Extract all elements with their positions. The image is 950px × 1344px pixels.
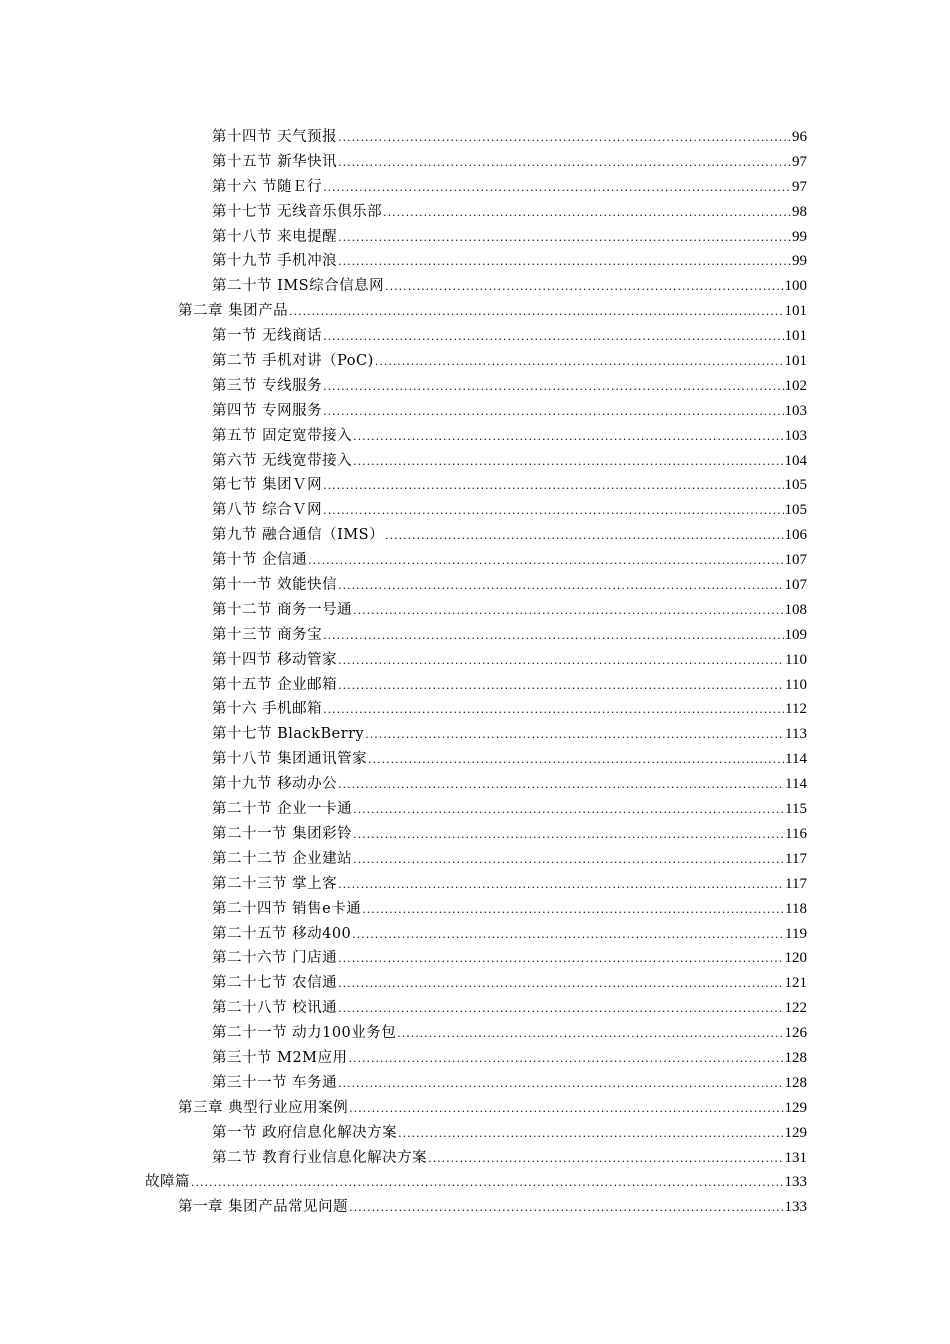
- toc-entry-line: [212, 598, 807, 624]
- toc-entry-title: 第十八节 集团通讯管家: [212, 751, 368, 768]
- toc-entry-line: [178, 1096, 807, 1122]
- toc-entry[interactable]: [212, 1046, 950, 1071]
- toc-dot-leader: [428, 1147, 783, 1172]
- toc-entry-line: [212, 374, 807, 400]
- toc-page-number: 103: [784, 427, 807, 444]
- toc-dot-leader: [338, 649, 784, 674]
- toc-dot-leader: [338, 574, 783, 599]
- toc-entry[interactable]: [212, 847, 950, 872]
- toc-entry-line: [212, 473, 807, 499]
- toc-page-number: 97: [792, 153, 807, 170]
- toc-entry[interactable]: [212, 747, 950, 772]
- toc-entry[interactable]: [212, 1146, 950, 1171]
- toc-dot-leader: [323, 176, 791, 201]
- toc-entry-title: 第十七节 BlackBerry: [212, 726, 365, 743]
- toc-page-number: 103: [784, 402, 807, 419]
- toc-entry-title: 第三十节 M2M应用: [212, 1049, 348, 1066]
- toc-entry[interactable]: [212, 175, 950, 200]
- toc-page-number: 117: [785, 875, 807, 892]
- toc-page-number: 114: [785, 776, 807, 793]
- toc-page-number: 126: [784, 1025, 807, 1042]
- toc-page-number: 131: [784, 1149, 807, 1166]
- toc-entry-line: [212, 897, 807, 923]
- toc-entry[interactable]: [178, 1195, 950, 1220]
- toc-entry-line: [212, 996, 807, 1022]
- toc-entry[interactable]: [212, 946, 950, 971]
- toc-entry-title: 第二章 集团产品: [178, 303, 289, 320]
- toc-entry-title: 第十四节 移动管家: [212, 651, 338, 668]
- toc-dot-leader: [352, 923, 784, 948]
- toc-entry-line: [178, 1195, 807, 1221]
- toc-page-number: 101: [784, 328, 807, 345]
- toc-entry-line: [212, 125, 807, 151]
- toc-page-number: 120: [784, 950, 807, 967]
- toc-entry[interactable]: [212, 125, 950, 150]
- toc-dot-leader: [338, 226, 791, 251]
- toc-entry[interactable]: [212, 822, 950, 847]
- toc-page-number: 101: [784, 303, 807, 320]
- toc-dot-leader: [349, 1196, 783, 1221]
- toc-entry-title: 第六节 无线宽带接入: [212, 452, 353, 469]
- toc-entry[interactable]: [212, 1021, 950, 1046]
- toc-dot-leader: [191, 1171, 784, 1196]
- toc-dot-leader: [349, 1097, 783, 1122]
- toc-page-number: 101: [784, 353, 807, 370]
- toc-dot-leader: [353, 798, 784, 823]
- toc-entry[interactable]: [212, 349, 950, 374]
- toc-entry-title: 第十四节 天气预报: [212, 129, 338, 145]
- toc-entry[interactable]: [178, 1096, 950, 1121]
- toc-entry[interactable]: [212, 399, 950, 424]
- toc-dot-leader: [338, 674, 784, 699]
- toc-entry-title: 第八节 综合Ｖ网: [212, 502, 323, 519]
- toc-entry-line: [212, 1121, 807, 1147]
- toc-entry-line: [212, 150, 807, 176]
- toc-entry-line: [212, 872, 807, 898]
- toc-entry-title: 第一节 政府信息化解决方案: [212, 1124, 398, 1141]
- toc-entry[interactable]: [212, 772, 950, 797]
- toc-entry[interactable]: [145, 1170, 950, 1195]
- toc-dot-leader: [338, 997, 783, 1022]
- toc-dot-leader: [385, 524, 783, 549]
- toc-entry-title: 第一节 无线商话: [212, 328, 323, 345]
- toc-entry-line: [212, 274, 807, 300]
- toc-entry[interactable]: [212, 424, 950, 449]
- toc-entry-line: [212, 822, 807, 848]
- toc-dot-leader: [338, 972, 783, 997]
- toc-dot-leader: [383, 201, 791, 226]
- toc-page-number: 106: [784, 527, 807, 544]
- toc-entry-line: [212, 349, 807, 375]
- toc-dot-leader: [353, 425, 783, 450]
- toc-entry-line: [145, 1170, 807, 1196]
- toc-entry[interactable]: [212, 1121, 950, 1146]
- toc-page-number: 99: [792, 228, 807, 245]
- toc-entry-line: [212, 1046, 807, 1072]
- toc-entry[interactable]: [212, 324, 950, 349]
- toc-entry[interactable]: [212, 274, 950, 299]
- toc-entry-line: [212, 498, 807, 524]
- toc-dot-leader: [349, 1047, 784, 1072]
- toc-entry[interactable]: [212, 996, 950, 1021]
- toc-dot-leader: [385, 275, 783, 300]
- toc-page-number: 112: [785, 701, 807, 718]
- toc-dot-leader: [323, 698, 784, 723]
- toc-entry-title: 第十一节 效能快信: [212, 577, 338, 594]
- toc-page-number: 121: [784, 975, 807, 992]
- toc-page-number: 129: [784, 1124, 807, 1141]
- toc-entry-title: 第十六 手机邮箱: [212, 701, 323, 718]
- toc-entry-title: 第二十五节 移动400: [212, 925, 352, 942]
- toc-dot-leader: [353, 599, 783, 624]
- toc-page-number: 133: [784, 1199, 807, 1216]
- toc-page-number: 105: [784, 477, 807, 494]
- toc-dot-leader: [323, 400, 783, 425]
- toc-page-number: 128: [784, 1049, 807, 1066]
- toc-entry-line: [212, 399, 807, 425]
- toc-entry-title: 第二节 手机对讲（PoC): [212, 353, 374, 370]
- toc-page-number: 98: [792, 203, 807, 220]
- toc-page-number: 107: [784, 552, 807, 569]
- toc-dot-leader: [289, 300, 783, 325]
- toc-entry[interactable]: [212, 548, 950, 573]
- toc-entry-title: 第一章 集团产品常见问题: [178, 1199, 349, 1216]
- toc-entry[interactable]: [212, 523, 950, 548]
- toc-entry[interactable]: [212, 673, 950, 698]
- toc-entry-line: [212, 722, 807, 748]
- toc-entry[interactable]: [212, 598, 950, 623]
- toc-entry[interactable]: [212, 1071, 950, 1096]
- toc-entry[interactable]: [212, 697, 950, 722]
- toc-entry[interactable]: [212, 573, 950, 598]
- toc-entry[interactable]: [212, 225, 950, 250]
- toc-page-number: 104: [784, 452, 807, 469]
- toc-entry-line: [212, 175, 807, 201]
- toc-entry-title: 第九节 融合通信（IMS）: [212, 527, 385, 544]
- toc-entry-line: [212, 648, 807, 674]
- toc-entry-line: [212, 797, 807, 823]
- toc-page-number: 128: [784, 1074, 807, 1091]
- toc-page-number: 114: [785, 751, 807, 768]
- toc-entry-line: [212, 548, 807, 574]
- toc-page-number: 96: [792, 129, 807, 145]
- toc-entry-title: 第四节 专网服务: [212, 402, 323, 419]
- toc-page-number: 108: [784, 601, 807, 618]
- toc-page-number: 102: [784, 377, 807, 394]
- toc-entry-line: [212, 523, 807, 549]
- toc-dot-leader: [338, 947, 783, 972]
- toc-entry[interactable]: [212, 449, 950, 474]
- toc-dot-leader: [362, 898, 784, 923]
- toc-entry-title: 故障篇: [145, 1174, 190, 1191]
- toc-entry[interactable]: [212, 872, 950, 897]
- toc-entry-line: [212, 449, 807, 475]
- toc-entry-title: 第二十七节 农信通: [212, 975, 338, 992]
- toc-dot-leader: [308, 549, 783, 574]
- toc-entry-line: [212, 747, 807, 773]
- toc-page-number: 133: [784, 1174, 807, 1191]
- toc-entry-line: [212, 1146, 807, 1172]
- toc-dot-leader: [365, 723, 784, 748]
- toc-entry-line: [212, 200, 807, 226]
- toc-entry-title: 第十九节 手机冲浪: [212, 253, 338, 270]
- toc-dot-leader: [368, 748, 784, 773]
- toc-dot-leader: [323, 474, 783, 499]
- toc-entry[interactable]: [212, 722, 950, 747]
- toc-page-number: 122: [784, 1000, 807, 1017]
- toc-entry-line: [212, 573, 807, 599]
- toc-entry-line: [212, 922, 807, 948]
- toc-dot-leader: [338, 250, 791, 275]
- toc-page-number: 109: [784, 626, 807, 643]
- toc-entry-title: 第二十一节 动力100业务包: [212, 1025, 397, 1042]
- toc-entry-line: [212, 847, 807, 873]
- toc-entry-title: 第十六 节随Ｅ行: [212, 178, 323, 195]
- toc-entry[interactable]: [212, 648, 950, 673]
- toc-entry-title: 第十二节 商务一号通: [212, 601, 353, 618]
- toc-entry-line: [212, 249, 807, 275]
- toc-entry-line: [212, 697, 807, 723]
- toc-entry[interactable]: [212, 971, 950, 996]
- toc-entry-title: 第十三节 商务宝: [212, 626, 323, 643]
- toc-dot-leader: [353, 823, 784, 848]
- toc-dot-leader: [323, 624, 783, 649]
- toc-entry[interactable]: [212, 922, 950, 947]
- toc-page-number: 117: [785, 850, 807, 867]
- toc-entry-line: [212, 1071, 807, 1097]
- toc-entry-title: 第二十四节 销售e卡通: [212, 900, 362, 917]
- toc-page-number: 105: [784, 502, 807, 519]
- toc-dot-leader: [338, 126, 791, 151]
- toc-entry[interactable]: [212, 498, 950, 523]
- toc-page-number: 97: [792, 178, 807, 195]
- toc-entry[interactable]: [212, 249, 950, 274]
- toc-dot-leader: [397, 1022, 783, 1047]
- toc-entry-title: 第二十六节 门店通: [212, 950, 338, 967]
- toc-entry-line: [212, 673, 807, 699]
- toc-entry-title: 第十八节 来电提醒: [212, 228, 338, 245]
- toc-entry-title: 第二十节 企业一卡通: [212, 801, 353, 818]
- toc-entry-title: 第五节 固定宽带接入: [212, 427, 353, 444]
- toc-entry-line: [212, 971, 807, 997]
- toc-page-number: 115: [785, 801, 807, 818]
- toc-entry-title: 第二节 教育行业信息化解决方案: [212, 1149, 428, 1166]
- toc-page-number: 113: [785, 726, 807, 743]
- toc-page-number: 100: [784, 278, 807, 295]
- toc-page-number: 116: [785, 825, 807, 842]
- toc-page-number: 119: [785, 925, 807, 942]
- toc-page-number: 110: [785, 651, 807, 668]
- toc-entry-line: [212, 424, 807, 450]
- toc-page-number: 110: [785, 676, 807, 693]
- toc-entry[interactable]: [212, 623, 950, 648]
- toc-dot-leader: [353, 848, 784, 873]
- toc-entry-line: [212, 772, 807, 798]
- toc-entry-line: [212, 623, 807, 649]
- toc-dot-leader: [323, 325, 783, 350]
- toc-dot-leader: [353, 450, 783, 475]
- toc-page-number: 107: [784, 577, 807, 594]
- toc-entry-title: 第二十二节 企业建站: [212, 850, 353, 867]
- toc-entry-title: 第十节 企信通: [212, 552, 308, 569]
- toc-entry-title: 第二十三节 掌上客: [212, 875, 338, 892]
- toc-entry-title: 第十九节 移动办公: [212, 776, 338, 793]
- toc-dot-leader: [398, 1122, 783, 1147]
- toc-entry-line: [212, 324, 807, 350]
- toc-entry[interactable]: [212, 473, 950, 498]
- toc-entry-title: 第十五节 新华快讯: [212, 153, 338, 170]
- toc-dot-leader: [338, 873, 784, 898]
- toc-entry-line: [212, 946, 807, 972]
- toc-entry[interactable]: [212, 150, 950, 175]
- toc-entry-line: [178, 299, 807, 325]
- toc-entry[interactable]: [212, 374, 950, 399]
- toc-entry-title: 第二十一节 集团彩铃: [212, 825, 353, 842]
- toc-entry[interactable]: [212, 797, 950, 822]
- toc-dot-leader: [323, 499, 783, 524]
- toc-entry-line: [212, 225, 807, 251]
- toc-entry-title: 第二十八节 校讯通: [212, 1000, 338, 1017]
- toc-dot-leader: [338, 151, 791, 176]
- toc-entry-title: 第三十一节 车务通: [212, 1074, 338, 1091]
- toc-entry-title: 第三章 典型行业应用案例: [178, 1099, 349, 1116]
- toc-dot-leader: [323, 375, 783, 400]
- toc-entry[interactable]: [178, 299, 950, 324]
- toc-entry-title: 第二十节 IMS综合信息网: [212, 278, 385, 295]
- toc-page-number: 129: [784, 1099, 807, 1116]
- toc-entry[interactable]: [212, 897, 950, 922]
- toc-dot-leader: [338, 1072, 783, 1097]
- toc-entry-title: 第十七节 无线音乐俱乐部: [212, 203, 383, 220]
- toc-entry-title: 第十五节 企业邮箱: [212, 676, 338, 693]
- toc-entry-title: 第三节 专线服务: [212, 377, 323, 394]
- toc-dot-leader: [375, 350, 784, 375]
- toc-page-number: 118: [785, 900, 807, 917]
- toc-entry-title: 第七节 集团Ｖ网: [212, 477, 323, 494]
- toc-dot-leader: [338, 773, 784, 798]
- toc-entry-line: [212, 1021, 807, 1047]
- table-of-contents: [0, 125, 950, 1220]
- toc-page-number: 99: [792, 253, 807, 270]
- toc-entry[interactable]: [212, 200, 950, 225]
